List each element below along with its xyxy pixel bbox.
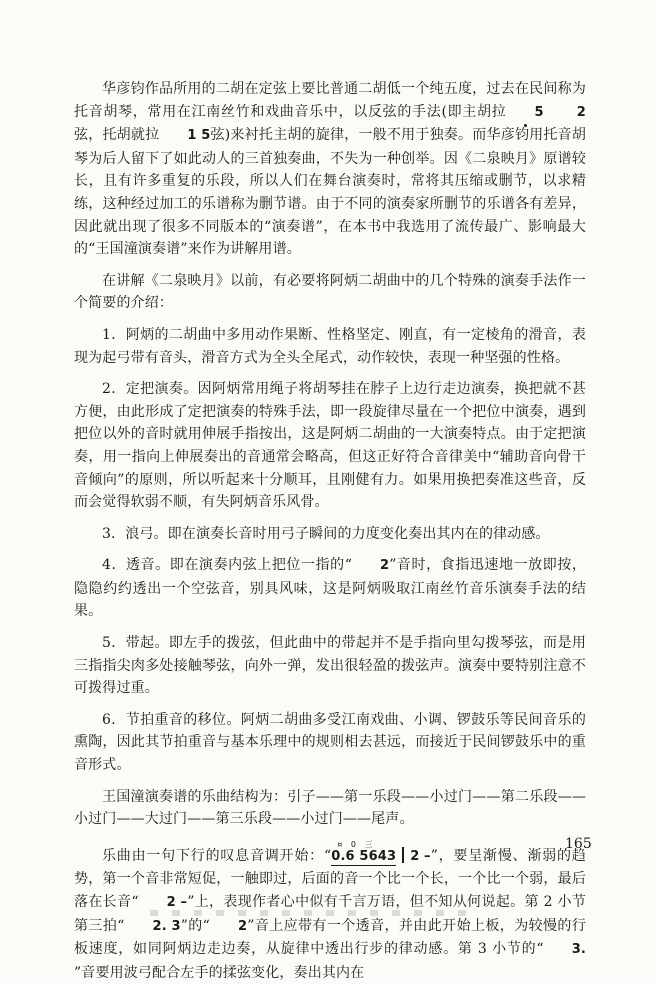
scan-artifact — [150, 910, 480, 916]
note-5: 5 — [506, 102, 543, 125]
notation-long-note: 2 – — [410, 848, 431, 864]
note-2-long: 2 – — [166, 895, 188, 910]
note-2: 2 — [576, 104, 586, 120]
bar-line — [402, 847, 404, 863]
note-2: 2 — [380, 558, 390, 574]
paragraph-preface: 在讲解《二泉映月》以前，有必要将阿炳二胡曲中的几个特殊的演奏手法作一个简要的介绍： — [74, 272, 586, 312]
page-number: 165 — [565, 836, 592, 852]
paragraph-item-5: 5．带起。即左手的拨弦，但此曲中的带起并不是手指向里勾拨琴弦，而是用三指指尖肉多处接触琴弦，向外一弹，发出很轻盈的拨弦声。演奏中要特别注意不可拨得过重。 — [74, 635, 586, 697]
paragraph-item-4: 4．透音。即在演奏内弦上把位一指的“ 2”音时，食指迅速地一放即按，隐隐约约透出一个空弦音，别具风味，这是阿炳吸取江南丝竹音乐演奏手法的结果。 — [74, 557, 586, 620]
paragraph-item-1: 1．阿炳的二胡曲中多用动作果断、性格坚定、刚直，有一定棱角的滑音，表现为起弓带有音头，滑音方式为全头全尾式，动作较快，表现一种坚强的性格。 — [74, 326, 586, 366]
paragraph-item-6: 6．节拍重音的移位。阿炳二胡曲多受江南戏曲、小调、锣鼓乐等民间音乐的熏陶，因此其节拍重音与基本乐理中的规则相去甚远，而接近于民间锣鼓乐中的重音形式。 — [74, 711, 586, 774]
document-body — [74, 78, 586, 984]
note-2-3: 2. 3 — [152, 918, 181, 934]
note-3: 3. — [571, 942, 586, 958]
notation-phrase: ¤ 0 三 0.6 5643 — [331, 839, 397, 864]
paragraph-item-3: 3．浪弓。即在演奏长音时用弓子瞬间的力度变化奏出其内在的律动感。 — [102, 525, 550, 542]
note-1-5: 1 5 — [187, 128, 211, 144]
paragraph-intro: 华彦钧作品所用的二胡在定弦上要比普通二胡低一个纯五度，过去在民间称为托音胡琴，常用在江南丝竹和戏曲音乐中，以反弦的手法(即主胡拉 5 2弦，托胡就拉 1 5弦)来衬托主胡的旋律，一般不用于独奏。而华彦钧用托音胡琴为后人留下了如此动人的三首独奏曲，不失为一种创举。因《二泉映月》原谱较长，且有许多重复的乐段，所以人们在舞台演奏时，常将其压缩或删节，以求精练，这种经过加工的乐谱称为删节谱。由于不同的演奏家所删节的乐谱各有差异，因此就出现了很多不同版本的“演奏谱”，在本书中我选用了流传最广、影响最大的“王国潼演奏谱”来作为讲解用谱。 — [74, 81, 586, 258]
note-2: 2 — [238, 918, 248, 934]
paragraph-analysis: 乐曲由一句下行的叹息音调开始：“ ¤ 0 三 0.6 5643 2 –”，要呈渐慢、渐弱的趋势，第一个音非常短促，一触即过，后面的音一个比一个长，一个比一个弱，最后落在长音“ 2 –”上，表现作者心中似有千言万语，但不知从何说起。第 2 小节第三拍“ 2. 3”的“ 2”音上应带有一个透音，并由此开始上板，为较慢的行板速度，如同阿炳边走边奏，从旋律中透出行步的律动感。第 3 小节的“ 3.”音要用波弓配合左手的揉弦变化，奏出其内在 — [74, 839, 586, 981]
paragraph-item-2: 2．定把演奏。因阿炳常用绳子将胡琴挂在脖子上边行走边演奏，换把就不甚方便，由此形成了定把演奏的特殊手法，即一段旋律尽量在一个把位中演奏，遇到把位以外的音时就用伸展手指按出，这是阿炳二胡曲的一大演奏特点。由于定把演奏，用一指向上伸展奏出的音通常会略高，但这正好符合音律美中“辅助音向骨干音倾向”的原则，所以听起来十分顺耳，且刚健有力。如果用换把奏准这些音，反而会觉得软弱不顺，有失阿炳音乐风骨。 — [74, 381, 586, 511]
paragraph-structure: 王国潼演奏谱的乐曲结构为：引子——第一乐段——小过门——第二乐段——小过门——大过门——第三乐段——小过门——尾声。 — [74, 788, 586, 828]
